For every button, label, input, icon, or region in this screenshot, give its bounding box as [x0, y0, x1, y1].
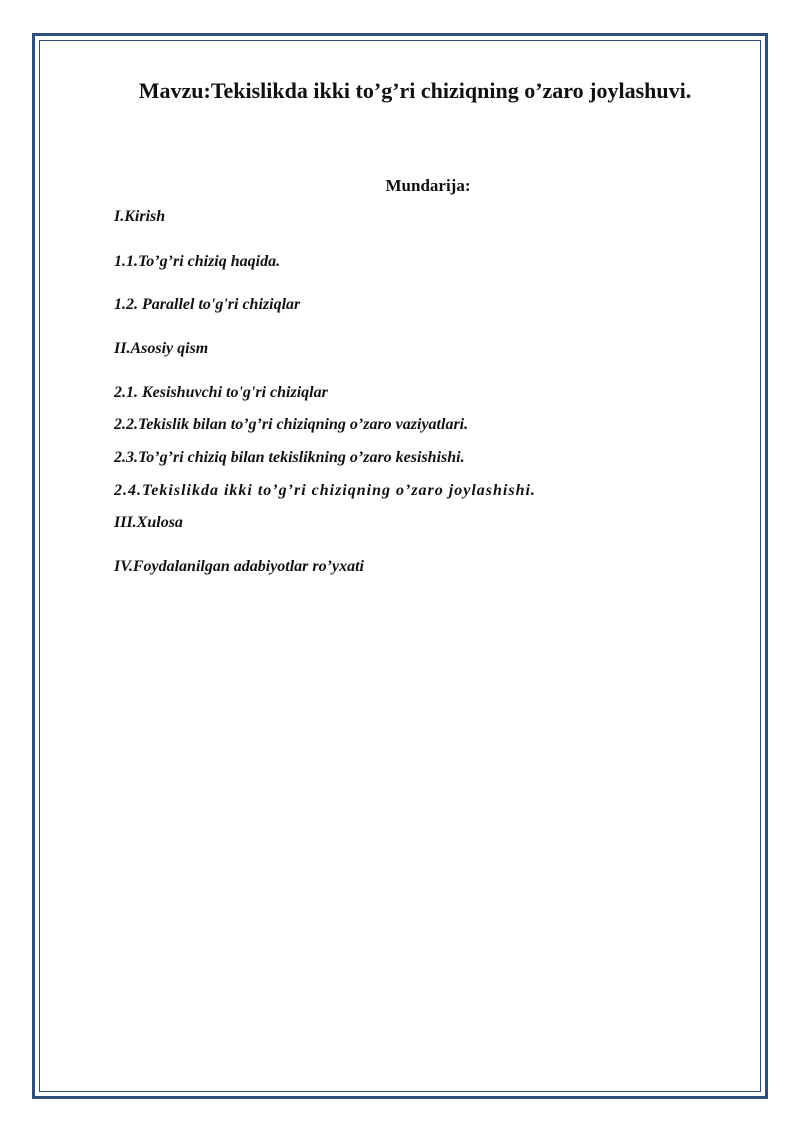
toc-heading: Mundarija: — [385, 176, 471, 195]
toc-item-2-3: 2.3.To’g’ri chiziq bilan tekislikning o’zaro kesishishi. — [114, 449, 465, 466]
toc-item-1-1: 1.1.To’g’ri chiziq haqida. — [114, 253, 281, 270]
toc-item-adabiyotlar: IV.Foydalanilgan adabiyotlar ro’yxati — [114, 558, 364, 575]
toc-item-xulosa: III.Xulosa — [114, 514, 183, 531]
toc-item-2-4: 2.4.Tekislikda ikki to’g’ri chiziqning o’zaro joylashishi. — [114, 482, 536, 499]
toc-item-2-1: 2.1. Kesishuvchi to'g'ri chiziqlar — [114, 384, 328, 401]
toc-item-1-2: 1.2. Parallel to'g'ri chiziqlar — [114, 296, 301, 313]
toc-item-2-2: 2.2.Tekislik bilan to’g’ri chiziqning o’zaro vaziyatlari. — [114, 416, 469, 433]
document-title: Mavzu:Tekislikda ikki to’g’ri chiziqning o’zaro joylashuvi. — [138, 78, 692, 103]
toc-item-asosiy-qism: II.Asosiy qism — [114, 340, 209, 357]
toc-item-kirish: I.Kirish — [114, 208, 166, 225]
